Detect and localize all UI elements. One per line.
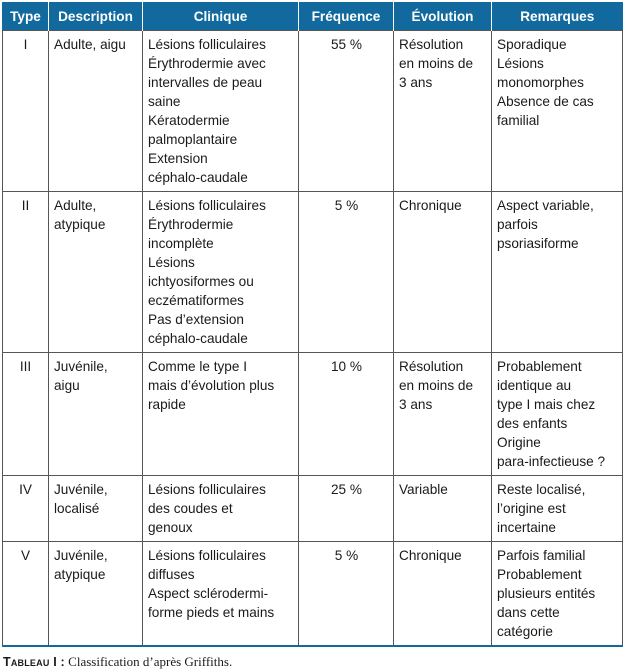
frequence-value: 55 % bbox=[331, 37, 362, 52]
cell-type bbox=[3, 192, 49, 353]
header-description: Description bbox=[49, 2, 143, 31]
remarques-value: Sporadique Lésions monomorphes Absence de cas familial bbox=[497, 37, 594, 128]
cell-description bbox=[49, 476, 143, 542]
remarques-value: Parfois familial Probablement plusieurs entités dans cette catégorie bbox=[497, 548, 596, 639]
cell-remarques bbox=[492, 353, 623, 476]
clinique-value: Lésions folliculaires diffuses Aspect sclérodermi- forme pieds et mains bbox=[148, 548, 275, 620]
cell-frequence bbox=[299, 542, 394, 647]
type-value: IV bbox=[19, 482, 32, 497]
table-caption bbox=[3, 654, 232, 670]
cell-frequence bbox=[299, 192, 394, 353]
description-value: Adulte, atypique bbox=[54, 198, 106, 232]
cell-clinique bbox=[143, 476, 299, 542]
header-evolution: Évolution bbox=[394, 2, 492, 31]
description-value: Juvénile, localisé bbox=[54, 482, 108, 516]
remarques-value: Reste localisé, l’origine est incertaine bbox=[497, 482, 586, 535]
cell-description bbox=[49, 542, 143, 647]
header-frequence: Fréquence bbox=[299, 2, 394, 31]
table-body bbox=[3, 31, 623, 647]
caption-label: Tableau I : bbox=[3, 655, 65, 669]
table-row bbox=[3, 192, 623, 353]
evolution-value: Chronique bbox=[399, 548, 462, 563]
evolution-value: Résolution en moins de 3 ans bbox=[399, 37, 474, 90]
cell-type bbox=[3, 542, 49, 647]
table-row bbox=[3, 31, 623, 192]
cell-remarques bbox=[492, 542, 623, 647]
type-value: I bbox=[23, 37, 28, 52]
cell-remarques bbox=[492, 476, 623, 542]
description-value: Juvénile, aigu bbox=[54, 359, 108, 393]
table-row bbox=[3, 353, 623, 476]
type-value: III bbox=[19, 359, 32, 374]
cell-clinique bbox=[143, 542, 299, 647]
evolution-value: Résolution en moins de 3 ans bbox=[399, 359, 474, 412]
cell-frequence bbox=[299, 31, 394, 192]
cell-evolution bbox=[394, 476, 492, 542]
header-type: Type bbox=[3, 2, 49, 31]
header-clinique: Clinique bbox=[143, 2, 299, 31]
table-row bbox=[3, 542, 623, 647]
cell-description bbox=[49, 353, 143, 476]
description-value: Adulte, aigu bbox=[54, 37, 126, 52]
cell-description bbox=[49, 192, 143, 353]
cell-evolution bbox=[394, 353, 492, 476]
clinique-value: Lésions folliculaires Érythrodermie avec intervalles de peau saine Kératodermie palmoplantaire Extension céphalo-caudale bbox=[148, 37, 266, 185]
cell-evolution bbox=[394, 542, 492, 647]
cell-clinique bbox=[143, 192, 299, 353]
caption-text: Classification d’après Griffiths. bbox=[64, 654, 233, 669]
frequence-value: 5 % bbox=[334, 548, 359, 563]
cell-frequence bbox=[299, 353, 394, 476]
cell-clinique bbox=[143, 353, 299, 476]
type-value: II bbox=[21, 198, 30, 213]
clinique-value: Lésions folliculaires des coudes et genoux bbox=[148, 482, 266, 535]
cell-type bbox=[3, 31, 49, 192]
remarques-value: Probablement identique au type I mais chez des enfants Origine para-infectieuse ? bbox=[497, 359, 606, 469]
cell-frequence bbox=[299, 476, 394, 542]
type-value: V bbox=[20, 548, 31, 563]
frequence-value: 25 % bbox=[331, 482, 362, 497]
header-row bbox=[3, 2, 623, 31]
description-value: Juvénile, atypique bbox=[54, 548, 108, 582]
cell-remarques bbox=[492, 192, 623, 353]
table-header bbox=[3, 2, 623, 31]
clinique-value: Lésions folliculaires Érythrodermie incomplète Lésions ichtyosiformes ou eczématiformes Pas d’extension céphalo-caudale bbox=[148, 198, 266, 346]
clinique-value: Comme le type I mais d’évolution plus rapide bbox=[148, 359, 275, 412]
cell-description bbox=[49, 31, 143, 192]
cell-evolution bbox=[394, 192, 492, 353]
header-remarques: Remarques bbox=[492, 2, 623, 31]
evolution-value: Chronique bbox=[399, 198, 462, 213]
table-row bbox=[3, 476, 623, 542]
remarques-value: Aspect variable, parfois psoriasiforme bbox=[497, 198, 594, 251]
cell-clinique bbox=[143, 31, 299, 192]
cell-remarques bbox=[492, 31, 623, 192]
frequence-value: 5 % bbox=[334, 198, 359, 213]
cell-evolution bbox=[394, 31, 492, 192]
cell-type bbox=[3, 476, 49, 542]
classification-table bbox=[2, 2, 623, 647]
cell-type bbox=[3, 353, 49, 476]
evolution-value: Variable bbox=[399, 482, 448, 497]
frequence-value: 10 % bbox=[331, 359, 362, 374]
